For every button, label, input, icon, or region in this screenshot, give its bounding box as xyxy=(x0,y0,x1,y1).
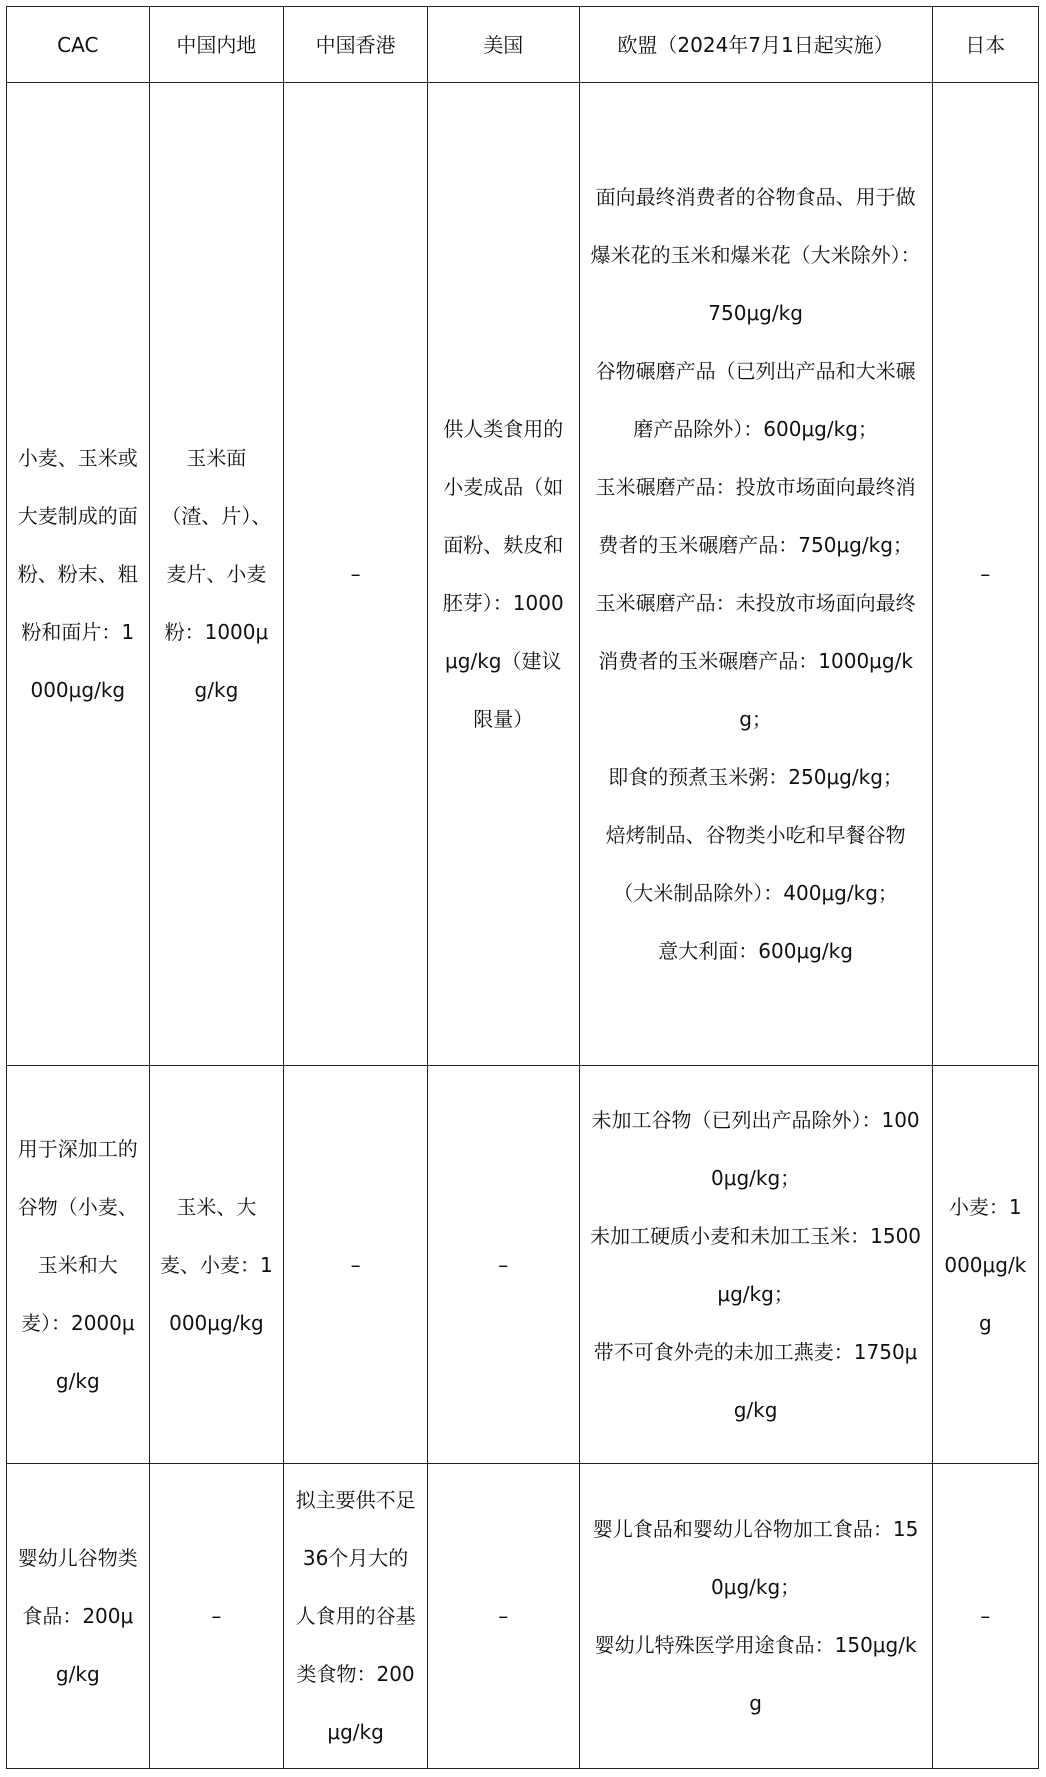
cell-cac: 用于深加工的谷物（小麦、玉米和大麦）：2000μg/kg xyxy=(7,1066,150,1464)
cell-cac: 婴幼儿谷物类食品：200μg/kg xyxy=(7,1464,150,1769)
cell-usa: – xyxy=(427,1066,579,1464)
cell-hongkong: – xyxy=(284,1066,428,1464)
eu-item: 意大利面：600μg/kg xyxy=(658,939,853,963)
cell-cac: 小麦、玉米或大麦制成的面粉、粉末、粗粉和面片：1000μg/kg xyxy=(7,83,150,1066)
header-usa: 美国 xyxy=(427,7,579,83)
eu-item: 婴幼儿特殊医学用途食品：150μg/kg xyxy=(594,1633,917,1715)
cell-mainland: 玉米面（渣、片）、麦片、小麦粉：1000μg/kg xyxy=(149,83,284,1066)
eu-item: 谷物碾磨产品（已列出产品和大米碾磨产品除外）：600μg/kg； xyxy=(595,359,916,441)
table-row xyxy=(7,1464,1039,1769)
header-cac: CAC xyxy=(7,7,150,83)
header-row xyxy=(7,7,1039,83)
header-hongkong: 中国香港 xyxy=(284,7,428,83)
cell-mainland: 玉米、大麦、小麦：1000μg/kg xyxy=(149,1066,284,1464)
header-eu: 欧盟（2024年7月1日起实施） xyxy=(579,7,932,83)
cell-mainland: – xyxy=(149,1464,284,1769)
cell-hongkong: – xyxy=(284,83,428,1066)
eu-item: 玉米碾磨产品：投放市场面向最终消费者的玉米碾磨产品：750μg/kg； xyxy=(595,475,916,557)
eu-item: 焙烤制品、谷物类小吃和早餐谷物（大米制品除外）：400μg/kg； xyxy=(605,823,906,905)
header-japan: 日本 xyxy=(932,7,1038,83)
cell-japan: – xyxy=(932,1464,1038,1769)
table-row xyxy=(7,83,1039,1066)
cell-eu xyxy=(579,83,932,1066)
cell-japan: 小麦：1000μg/kg xyxy=(932,1066,1038,1464)
cell-hongkong: 拟主要供不足36个月大的人食用的谷基类食物：200μg/kg xyxy=(284,1464,428,1769)
eu-item: 未加工谷物（已列出产品除外）：1000μg/kg； xyxy=(591,1107,920,1190)
regulation-table xyxy=(6,6,1039,1769)
header-mainland: 中国内地 xyxy=(149,7,284,83)
eu-item: 未加工硬质小麦和未加工玉米：1500μg/kg； xyxy=(590,1223,922,1306)
eu-item: 面向最终消费者的谷物食品、用于做爆米花的玉米和爆米花（大米除外）：750μg/kg xyxy=(590,185,921,325)
cell-eu xyxy=(579,1464,932,1769)
eu-item: 带不可食外壳的未加工燕麦：1750μg/kg xyxy=(593,1339,918,1422)
eu-item: 婴儿食品和婴幼儿谷物加工食品：150μg/kg； xyxy=(592,1517,919,1599)
cell-japan: – xyxy=(932,83,1038,1066)
cell-usa: – xyxy=(427,1464,579,1769)
cell-eu xyxy=(579,1066,932,1464)
eu-item: 玉米碾磨产品：未投放市场面向最终消费者的玉米碾磨产品：1000μg/kg； xyxy=(595,591,916,731)
cell-usa: 供人类食用的小麦成品（如面粉、麸皮和胚芽）：1000μg/kg（建议限量） xyxy=(427,83,579,1066)
table-row xyxy=(7,1066,1039,1464)
eu-item: 即食的预煮玉米粥：250μg/kg； xyxy=(608,765,903,789)
